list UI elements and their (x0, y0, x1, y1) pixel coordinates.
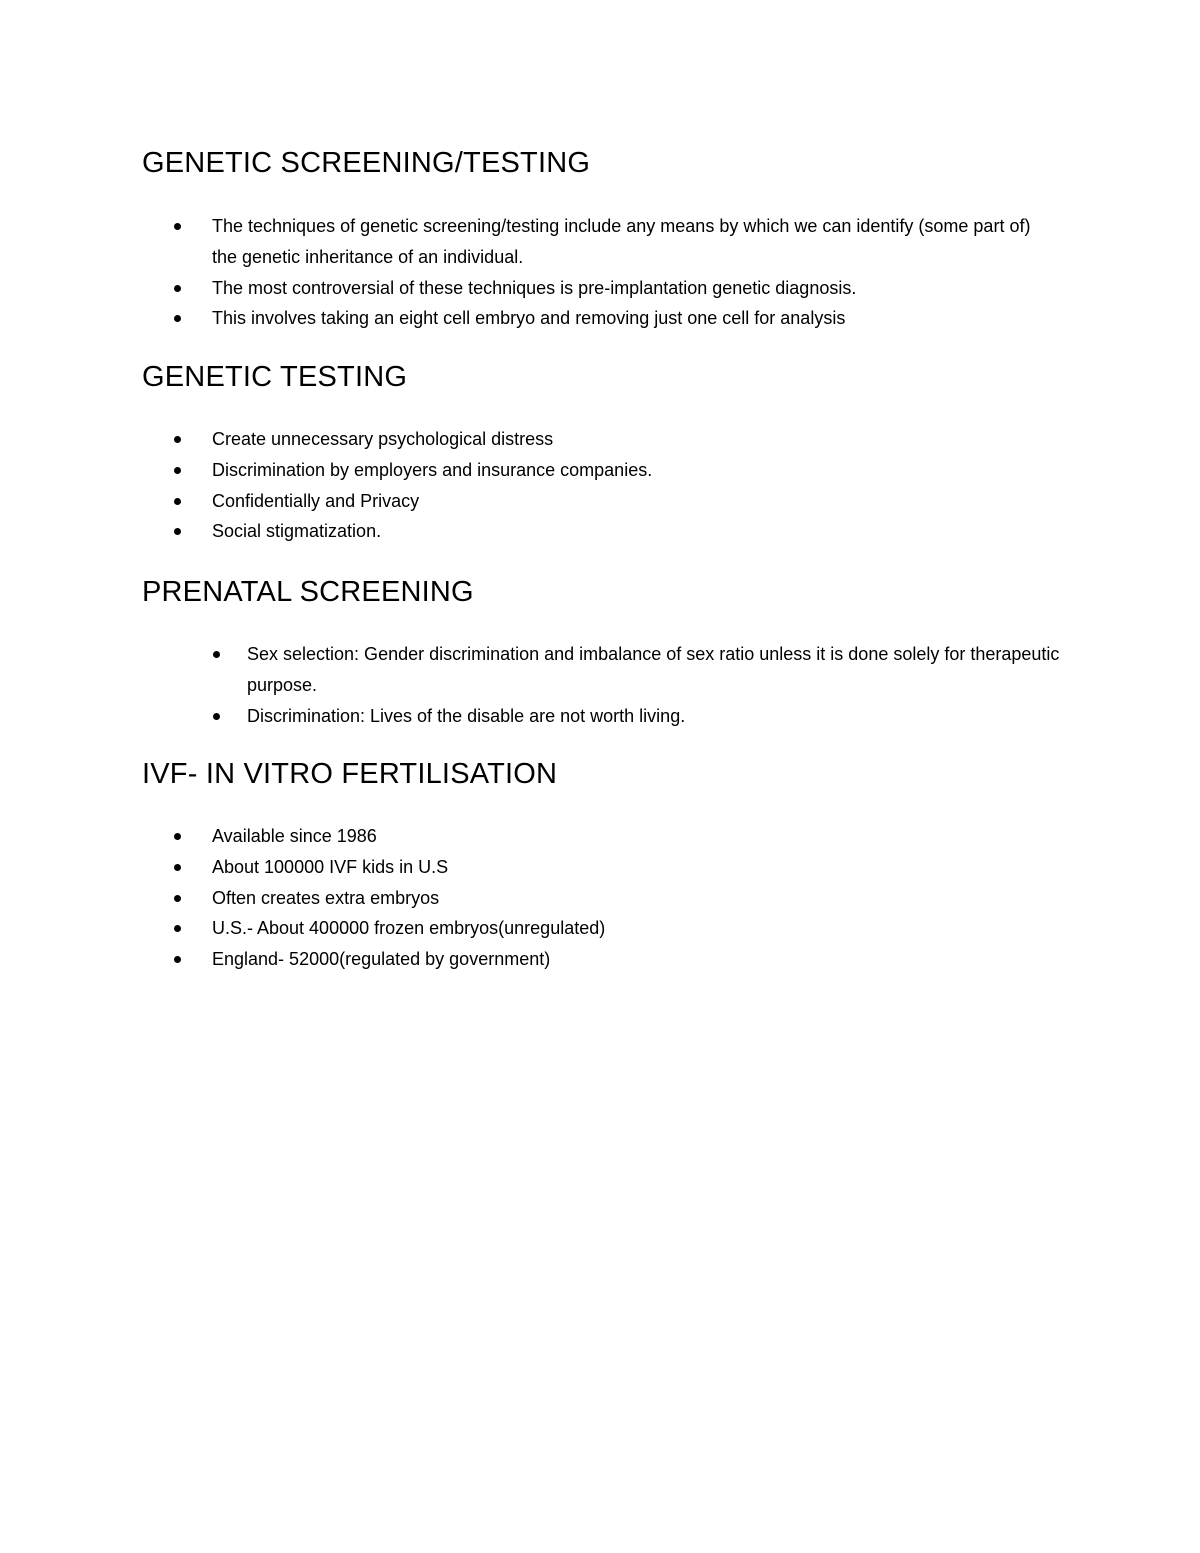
bullet-icon (174, 956, 181, 963)
bullet-icon (174, 436, 181, 443)
bullet-icon (174, 528, 181, 535)
bullet-list (142, 639, 1062, 731)
list-item (142, 273, 1062, 304)
list-item-text: Available since 1986 (212, 826, 377, 846)
list-item-text: Discrimination by employers and insurance companies. (212, 459, 653, 480)
bullet-icon (174, 315, 181, 322)
list-item-text: About 100000 IVF kids in U.S (212, 856, 449, 877)
list-item (142, 852, 1062, 883)
list-item (142, 211, 1062, 273)
list-item (142, 424, 1062, 455)
list-item (142, 821, 1062, 852)
list-item-text: U.S.- About 400000 frozen embryos(unregulated) (212, 918, 606, 939)
list-item-text: England- 52000(regulated by government) (212, 949, 551, 970)
section-heading: IVF- IN VITRO FERTILISATION (142, 758, 558, 790)
section-prenatal-screening (142, 574, 1062, 726)
bullet-list (142, 424, 1062, 547)
bullet-icon (174, 467, 181, 474)
list-item-text: This involves taking an eight cell embryo and removing just one cell for analysis (212, 308, 846, 329)
bullet-list (142, 211, 1062, 334)
list-item-text: Sex selection: Gender discrimination and imbalance of sex ratio unless it is done solely for therapeutic purpose. (247, 644, 1060, 695)
bullet-icon (174, 864, 181, 871)
list-item-text: The techniques of genetic screening/testing include any means by which we can identify (some part of) the genetic inheritance of an individual. (212, 216, 1031, 267)
bullet-icon (174, 895, 181, 902)
list-item (142, 303, 1062, 334)
list-item (142, 486, 1062, 517)
bullet-icon (174, 285, 181, 292)
bullet-icon (174, 925, 181, 932)
section-heading: PRENATAL SCREENING (142, 576, 474, 608)
bullet-icon (174, 223, 181, 230)
list-item-text: Social stigmatization. (212, 521, 382, 542)
list-item (142, 944, 1062, 975)
list-item (142, 639, 1062, 701)
list-item (142, 883, 1062, 914)
section-genetic-testing (142, 359, 1062, 542)
section-heading: GENETIC TESTING (142, 361, 408, 393)
bullet-icon (213, 651, 220, 658)
list-item (142, 516, 1062, 547)
list-item-text: Confidentially and Privacy (212, 490, 420, 511)
section-genetic-screening (142, 145, 1062, 329)
bullet-icon (174, 833, 181, 840)
bullet-icon (174, 498, 181, 505)
section-ivf (142, 756, 1062, 970)
section-heading: GENETIC SCREENING/TESTING (142, 147, 591, 179)
list-item (142, 455, 1062, 486)
list-item-text: Create unnecessary psychological distress (212, 429, 554, 449)
list-item (142, 913, 1062, 944)
list-item (142, 701, 1062, 732)
list-item-text: The most controversial of these techniques is pre-implantation genetic diagnosis. (212, 277, 857, 298)
list-item-text: Discrimination: Lives of the disable are not worth living. (247, 705, 686, 726)
list-item-text: Often creates extra embryos (212, 887, 440, 908)
bullet-icon (213, 713, 220, 720)
bullet-list (142, 821, 1062, 975)
